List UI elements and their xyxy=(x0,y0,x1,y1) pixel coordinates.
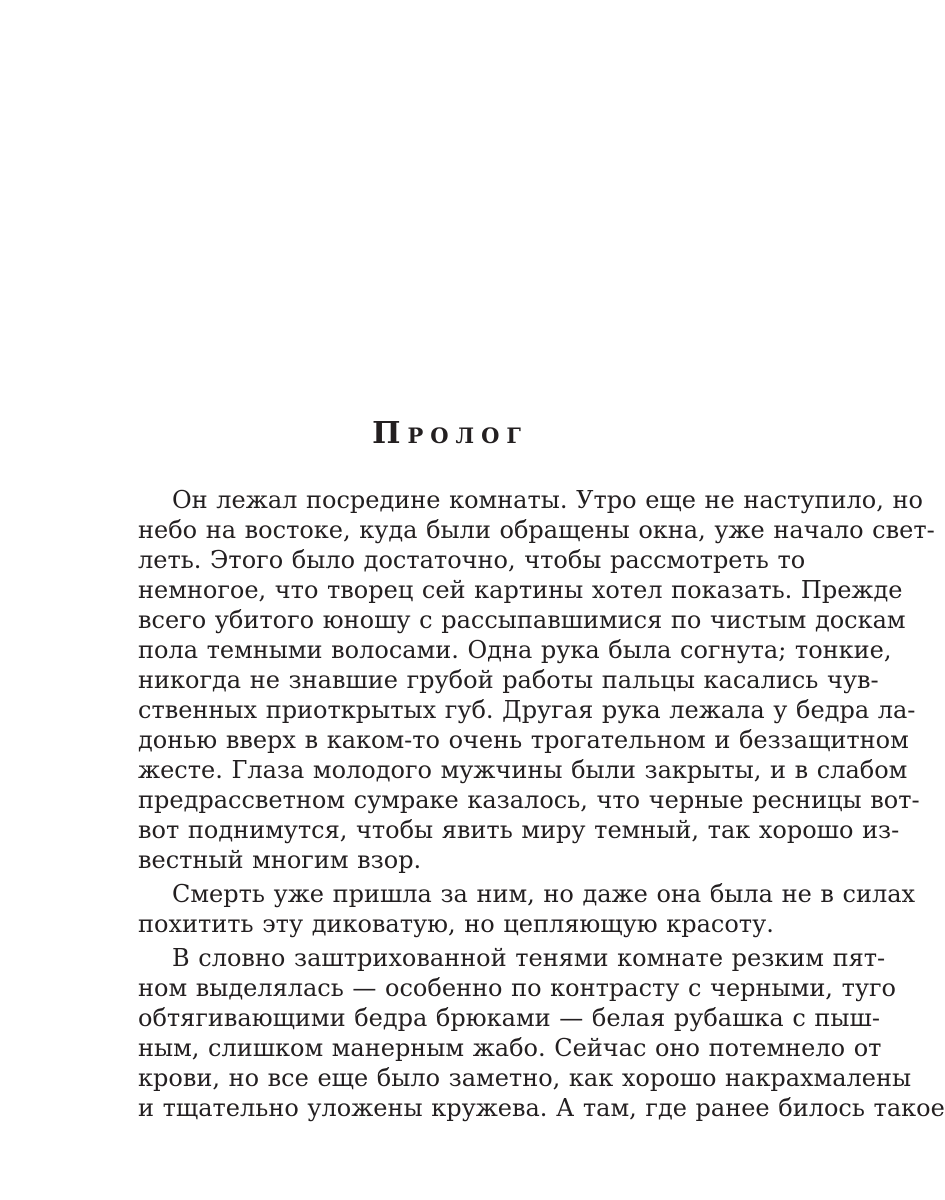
text-line: Смерть уже пришла за ним, но даже она была не в силах xyxy=(172,880,916,908)
text-line: вестный многим взор. xyxy=(138,846,422,874)
text-line: донью вверх в каком-то очень трогательном и беззащитном xyxy=(138,726,909,754)
text-line: всего убитого юношу с рассыпавшимися по чистым доскам xyxy=(138,606,906,634)
text-line: ственных приоткрытых губ. Другая рука лежала у бедра ла- xyxy=(138,696,916,724)
body-text xyxy=(138,485,945,1127)
paragraph-1 xyxy=(138,485,935,875)
paragraph-2 xyxy=(138,879,916,939)
text-line: предрассветном сумраке казалось, что черные ресницы вот- xyxy=(138,786,920,814)
text-line: ном выделялась — особенно по контрасту с черными, туго xyxy=(138,974,896,1002)
text-line: небо на востоке, куда были обращены окна, уже начало свет- xyxy=(138,516,935,544)
text-line: Он лежал посредине комнаты. Утро еще не наступило, но xyxy=(172,486,923,514)
text-line: леть. Этого было достаточно, чтобы рассмотреть то xyxy=(138,546,806,574)
text-line: крови, но все еще было заметно, как хорошо накрахмалены xyxy=(138,1064,912,1092)
text-line: никогда не знавшие грубой работы пальцы касались чув- xyxy=(138,666,879,694)
text-line: похитить эту диковатую, но цепляющую красоту. xyxy=(138,910,774,938)
chapter-title: Пролог xyxy=(372,416,528,451)
text-line: и тщательно уложены кружева. А там, где ранее билось такое xyxy=(138,1094,945,1122)
text-line: жесте. Глаза молодого мужчины были закрыты, и в слабом xyxy=(138,756,908,784)
text-line: пола темными волосами. Одна рука была согнута; тонкие, xyxy=(138,636,892,664)
text-line: обтягивающими бедра брюками — белая рубашка с пыш- xyxy=(138,1004,880,1032)
paragraph-3 xyxy=(138,943,945,1123)
text-line: ным, слишком манерным жабо. Сейчас оно потемнело от xyxy=(138,1034,882,1062)
text-line: вот поднимутся, чтобы явить миру темный, так хорошо из- xyxy=(138,816,900,844)
text-line: немногое, что творец сей картины хотел показать. Прежде xyxy=(138,576,903,604)
text-line: В словно заштрихованной тенями комнате резким пят- xyxy=(172,944,886,972)
